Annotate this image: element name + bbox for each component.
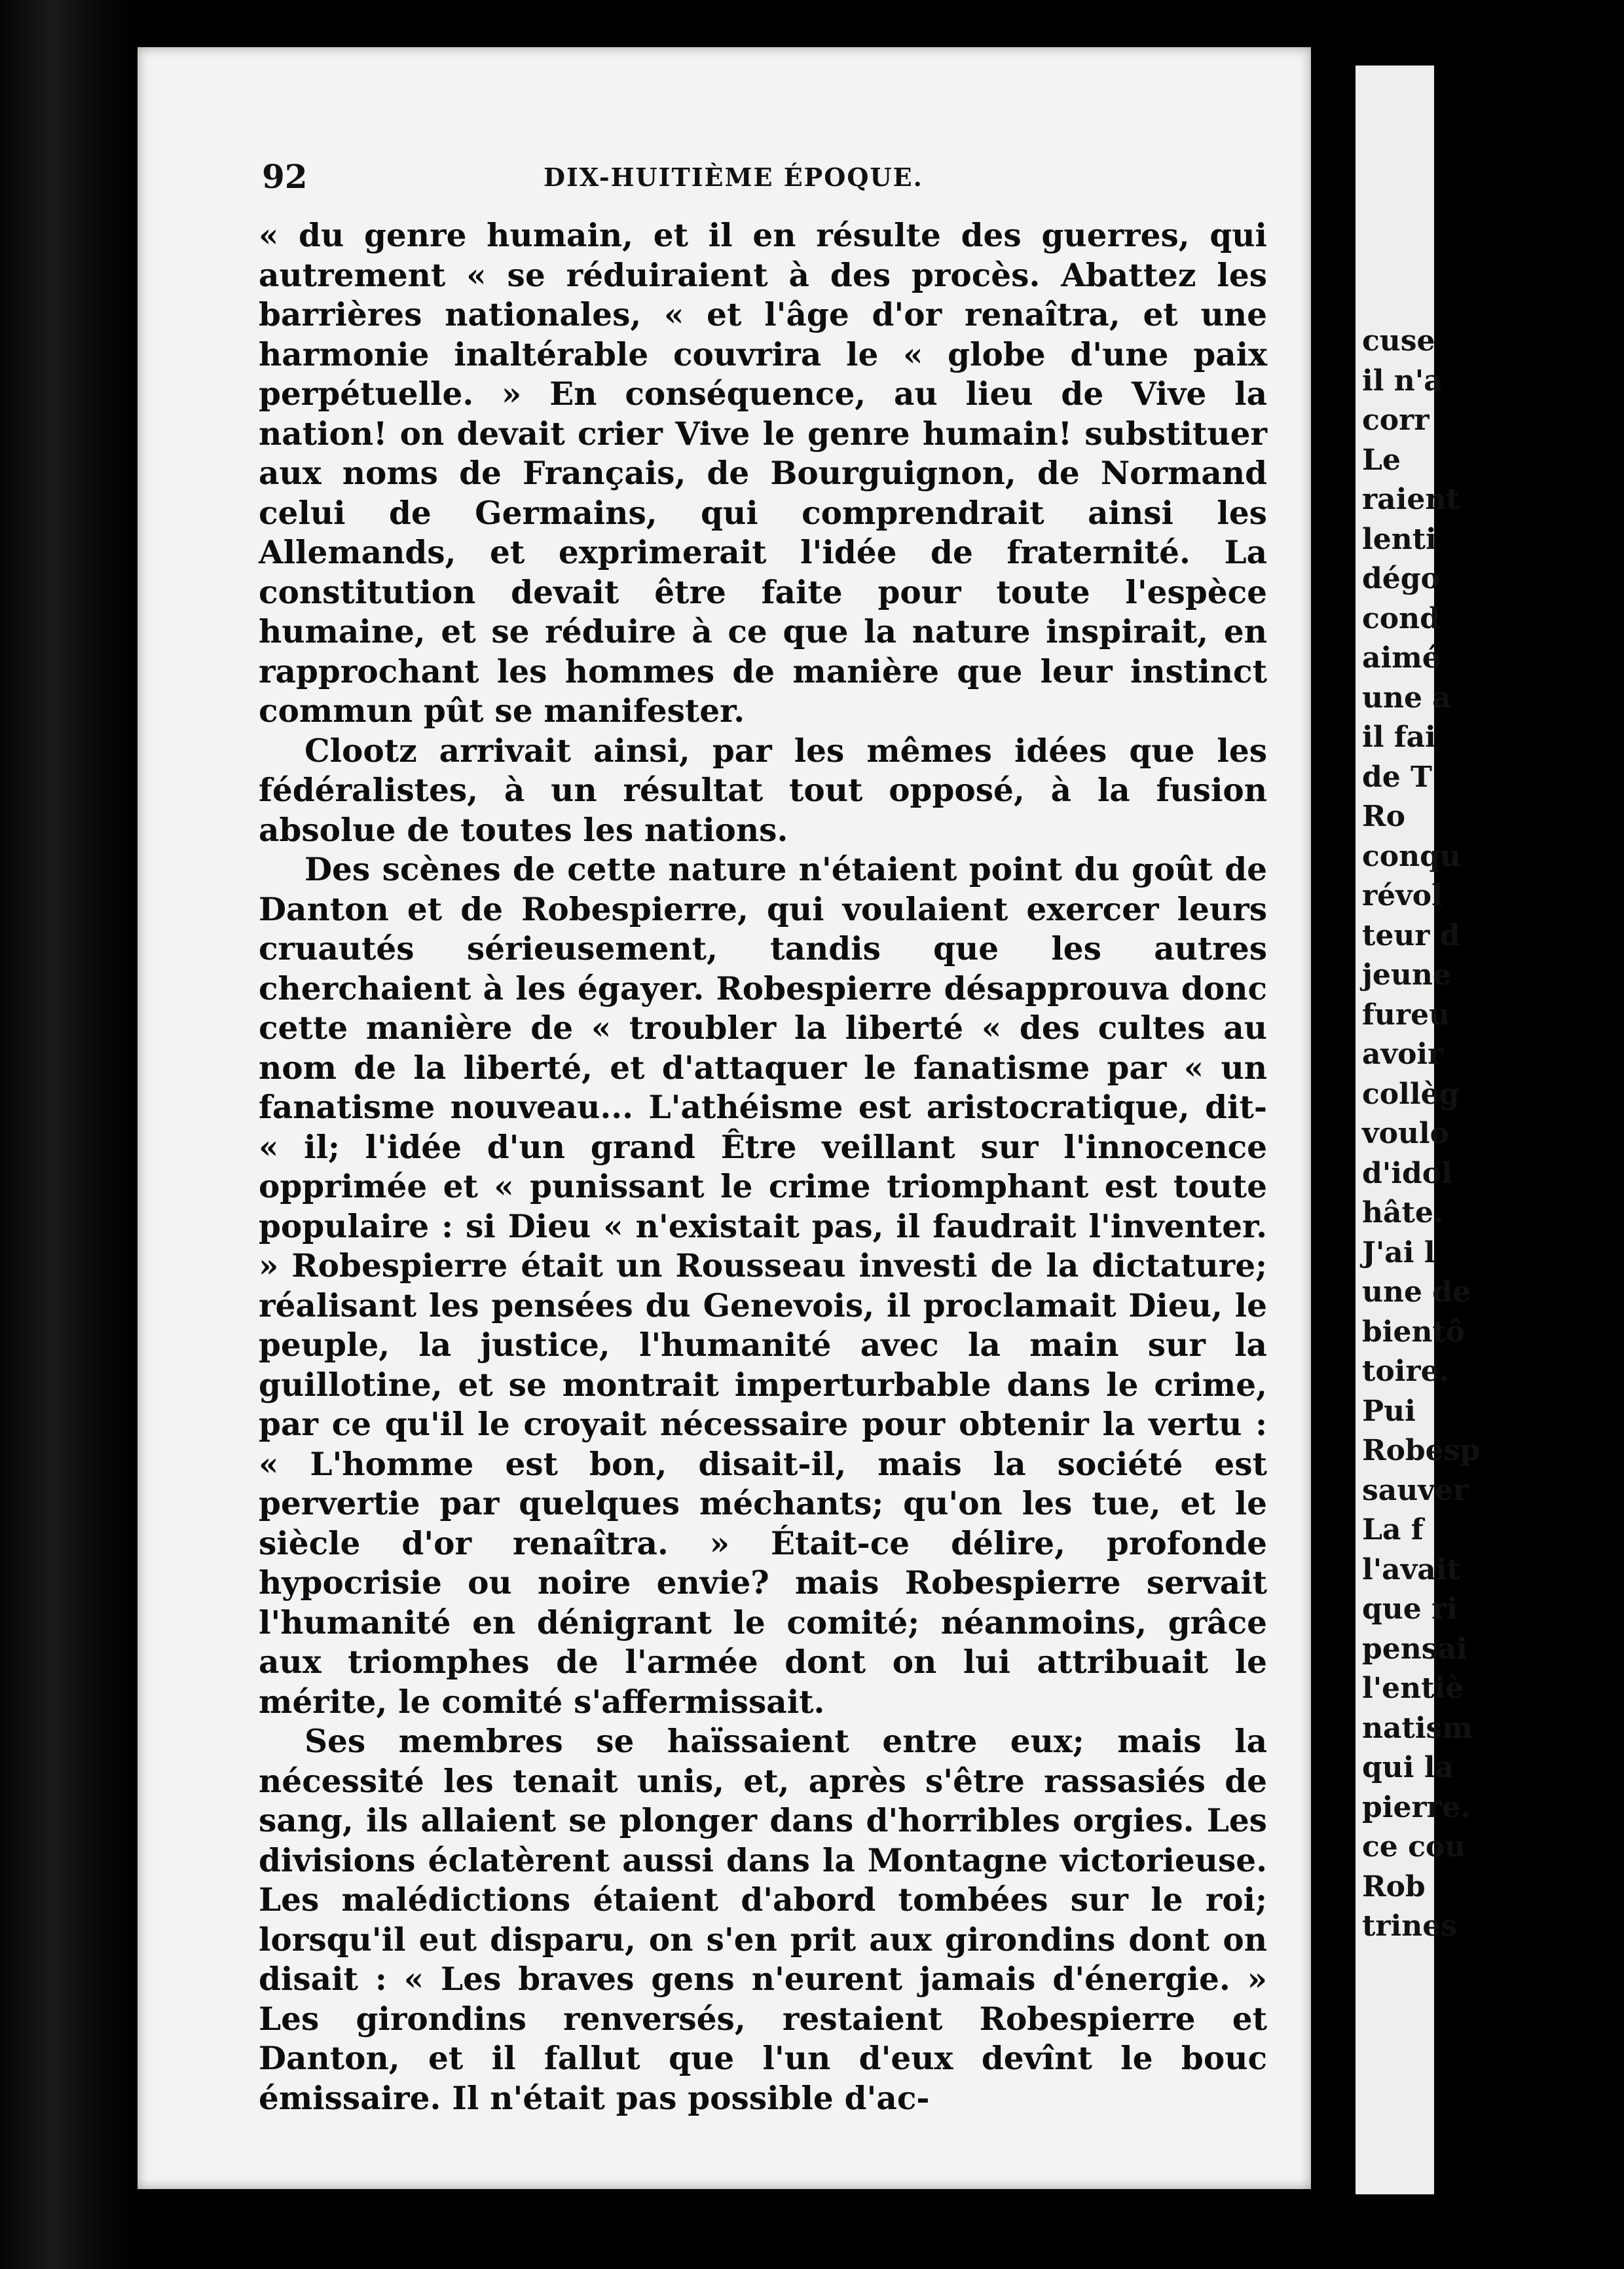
adjacent-page-fragment: hâte.: [1362, 1196, 1444, 1229]
page-gutter: [1311, 39, 1356, 2269]
page-number: 92: [262, 157, 308, 196]
book-binding-edge: [0, 0, 131, 2269]
adjacent-page-fragment: dégo: [1362, 562, 1440, 595]
page-body: [259, 216, 1267, 2118]
adjacent-page-fragment: révol: [1362, 879, 1443, 912]
adjacent-page-fragment: qui la: [1362, 1751, 1454, 1784]
adjacent-page-fragment: trines: [1362, 1909, 1457, 1943]
adjacent-page-fragment: de T: [1362, 760, 1432, 794]
adjacent-page-fragment: aimé: [1362, 641, 1441, 675]
adjacent-page-fragment: une de: [1362, 1275, 1471, 1309]
adjacent-page-fragment: une a: [1362, 681, 1451, 715]
adjacent-page-fragment: corr: [1362, 403, 1430, 437]
chapter-title: DIX-HUITIÈME ÉPOQUE.: [544, 162, 923, 192]
adjacent-page-fragment: l'avait: [1362, 1552, 1460, 1586]
adjacent-page-fragment: collèg: [1362, 1077, 1460, 1111]
adjacent-page-fragment: Rob: [1362, 1869, 1426, 1903]
adjacent-page-fragment: Robesp: [1362, 1434, 1481, 1467]
adjacent-page: [1356, 66, 1481, 2194]
adjacent-page-fragment: teur d: [1362, 918, 1460, 952]
adjacent-page-fragment: fureu: [1362, 998, 1450, 1032]
adjacent-page-fragment: raient: [1362, 483, 1460, 516]
adjacent-page-fragment: ce cou: [1362, 1830, 1466, 1864]
adjacent-page-fragment: que ri: [1362, 1592, 1458, 1626]
adjacent-page-fragment: il fai: [1362, 721, 1436, 754]
adjacent-page-fragment: natism: [1362, 1711, 1473, 1745]
adjacent-page-fragment: sauver: [1362, 1473, 1469, 1507]
adjacent-page-fragment: Ro: [1362, 800, 1405, 833]
paragraph-2: Clootz arrivait ainsi, par les mêmes idées que les fédéralistes, à un résultat tout opposé, à la fusion absolue de toutes les nations.: [259, 732, 1267, 849]
adjacent-page-fragment: pensai: [1362, 1632, 1467, 1666]
adjacent-page-fragment: avoir: [1362, 1038, 1443, 1071]
adjacent-page-fragment: voulo: [1362, 1117, 1449, 1150]
paragraph-1: « du genre humain, et il en résulte des guerres, qui autrement « se réduiraient à des procès. Abattez les barrières nationales, « et l'âge d'or renaîtra, et une harmonie inaltérable couvrira le « globe d'une paix perpétuelle. » En conséquence, au lieu de Vive la nation! on devait crier Vive le genre humain! substituer aux noms de Français, de Bourguignon, de Normand celui de Germains, qui comprendrait ainsi les Allemands, et exprimerait l'idée de fraternité. La constitution devait être faite pour toute l'espèce humaine, et se réduire à ce que la nature inspirait, en rapprochant les hommes de manière que leur instinct commun pût se manifester.: [259, 217, 1267, 730]
adjacent-page-fragment: bientô: [1362, 1315, 1466, 1349]
adjacent-page-fragment: l'entiè: [1362, 1672, 1464, 1705]
adjacent-page-fragment: jeune: [1362, 958, 1451, 992]
adjacent-page-fragment: il n'a: [1362, 364, 1443, 398]
running-head: [262, 157, 1244, 197]
adjacent-page-fragment: conqu: [1362, 839, 1461, 873]
paragraph-3: Des scènes de cette nature n'étaient point du goût de Danton et de Robespierre, qui voulaient exercer leurs cruautés sérieusement, tandis que les autres cherchaient à les égayer. Robespierre désapprouva donc cette manière de « troubler la liberté « des cultes au nom de la liberté, et d'attaquer le fanatisme par « un fanatisme nouveau... L'athéisme est aristocratique, dit- « il; l'idée d'un grand Être veillant sur l'innocence opprimée et « punissant le crime triomphant est toute populaire : si Dieu « n'existait pas, il faudrait l'inventer. » Robespierre était un Rousseau investi de la dictature; réalisant les pensées du Genevois, il proclamait Dieu, le peuple, la justice, l'humanité avec la main sur la guillotine, et se montrait imperturbable dans le crime, par ce qu'il le croyait nécessaire pour obtenir la vertu : « L'homme est bon, disait-il, mais la société est pervertie par quelques méchants; qu'on les tue, et le siècle d'or renaîtra. » Était-ce délire, profonde hypocrisie ou noire envie? mais Robespierre servait l'humanité en dénigrant le comité; néanmoins, grâce aux triomphes de l'armée dont on lui attribuait le mérite, le comité s'affermissait.: [259, 851, 1267, 1721]
adjacent-page-fragment: pierre.: [1362, 1790, 1471, 1824]
adjacent-page-fragment: Pui: [1362, 1394, 1416, 1428]
paragraph-4: Ses membres se haïssaient entre eux; mais la nécessité les tenait unis, et, après s'être rassasiés de sang, ils allaient se plonger dans d'horribles orgies. Les divisions éclatèrent aussi dans la Montagne victorieuse. Les malédictions étaient d'abord tombées sur le roi; lorsqu'il eut disparu, on s'en prit aux girondins dont on disait : « Les braves gens n'eurent jamais d'énergie. » Les girondins renversés, restaient Robespierre et Danton, et il fallut que l'un d'eux devînt le bouc émissaire. Il n'était pas possible d'ac-: [259, 1723, 1267, 2117]
adjacent-page-fragment: J'ai l: [1362, 1235, 1435, 1269]
adjacent-page-fragment: lenti: [1362, 522, 1437, 556]
adjacent-page-fragment: d'idol: [1362, 1156, 1452, 1190]
adjacent-page-fragment: toire.: [1362, 1355, 1449, 1388]
adjacent-page-fragment: cuse: [1362, 324, 1435, 358]
adjacent-page-fragment: cond: [1362, 601, 1440, 635]
adjacent-page-fragment: La f: [1362, 1513, 1424, 1547]
adjacent-page-fragment: Le: [1362, 443, 1401, 477]
